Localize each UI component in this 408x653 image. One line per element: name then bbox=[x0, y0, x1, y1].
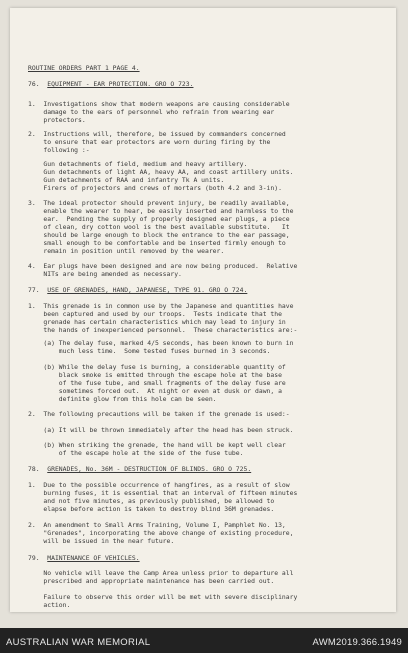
section-heading: 77. USE OF GRENADES, HAND, JAPANESE, TYPE 91. GRO O 724. bbox=[28, 286, 248, 294]
paragraph-line: elapse before action is taken to destroy blind 36M grenades. bbox=[28, 505, 275, 513]
document-header: ROUTINE ORDERS PART 1 PAGE 4. bbox=[28, 64, 140, 72]
paragraph-line: enable the wearer to hear, be easily inserted and harmless to the bbox=[28, 207, 294, 215]
paragraph-line: 4. Ear plugs have been designed and are now being produced. Relative bbox=[28, 262, 298, 270]
paragraph-line: 1. Investigations show that modern weapons are causing considerable bbox=[28, 100, 290, 108]
paragraph-line: action. bbox=[28, 601, 71, 609]
paragraph-line: of the escape hole at the side of the fuse tube. bbox=[28, 449, 244, 457]
paragraph-line: small enough to be comfortable and be inserted firmly enough to bbox=[28, 239, 286, 247]
paragraph-line: damage to the ears of personnel who refrain from wearing ear bbox=[28, 108, 275, 116]
paragraph-line: will be issued in the near future. bbox=[28, 537, 175, 545]
paragraph-line: of the fuse tube, and small fragments of the delay fuse are bbox=[28, 379, 286, 387]
paragraph-line: protectors. bbox=[28, 116, 86, 124]
paragraph-line: prescribed and appropriate maintenance has been carried out. bbox=[28, 577, 275, 585]
paragraph-line: Firers of projectors and crews of mortars (both 4.2 and 3-in). bbox=[28, 184, 282, 192]
paragraph-line: (a) The delay fuse, marked 4/5 seconds, has been known to burn in bbox=[28, 339, 294, 347]
document-body bbox=[28, 8, 398, 609]
paragraph-line: Failure to observe this order will be met with severe disciplinary bbox=[28, 593, 298, 601]
section-heading: 78. GRENADES, No. 36M - DESTRUCTION OF BLINDS. GRO O 725. bbox=[28, 465, 252, 473]
paragraph-line: following :- bbox=[28, 146, 90, 154]
document-page bbox=[10, 8, 396, 612]
paragraph-line: Gun detachments of RAA and infantry Tk A units. bbox=[28, 176, 225, 184]
paragraph-line: and not five minutes, as previously published, be allowed to bbox=[28, 497, 275, 505]
paragraph-line: of clean, dry cotton wool is the best available substitute. It bbox=[28, 223, 290, 231]
section-heading: 76. EQUIPMENT - EAR PROTECTION. GRO O 723. bbox=[28, 80, 194, 88]
paragraph-line: burning fuses, it is essential that an interval of fifteen minutes bbox=[28, 489, 298, 497]
paragraph-line: (b) While the delay fuse is burning, a considerable quantity of bbox=[28, 363, 286, 371]
paragraph-line: (b) When striking the grenade, the hand will be kept well clear bbox=[28, 441, 286, 449]
paragraph-line: 1. This grenade is in common use by the Japanese and quantities have bbox=[28, 302, 294, 310]
paragraph-line: should be large enough to block the entrance to the ear passage, bbox=[28, 231, 290, 239]
paragraph-line: 1. Due to the possible occurrence of hangfires, as a result of slow bbox=[28, 481, 290, 489]
paragraph-line: "Grenades", incorporating the above change of existing procedure, bbox=[28, 529, 294, 537]
paragraph-line: 2. Instructions will, therefore, be issued by commanders concerned bbox=[28, 130, 286, 138]
footer-bar bbox=[0, 628, 408, 653]
section-heading: 79. MAINTENANCE OF VEHICLES. bbox=[28, 554, 140, 562]
footer-accession-number: AWM2019.366.1949 bbox=[312, 637, 402, 648]
paragraph-line: NITs are being amended as necessary. bbox=[28, 270, 182, 278]
paragraph-line: black smoke is emitted through the escape hole at the base bbox=[28, 371, 282, 379]
paragraph-line: to ensure that ear protectors are worn during firing by the bbox=[28, 138, 271, 146]
paragraph-line: grenade has certain characteristics which may lead to injury in bbox=[28, 318, 286, 326]
paragraph-line: 2. An amendment to Small Arms Training, Volume I, Pamphlet No. 13, bbox=[28, 521, 286, 529]
paragraph-line: No vehicle will leave the Camp Area unless prior to departure all bbox=[28, 569, 294, 577]
footer-institution: AUSTRALIAN WAR MEMORIAL bbox=[6, 637, 151, 648]
paragraph-line: ear. Pending the supply of properly designed ear plugs, a piece bbox=[28, 215, 290, 223]
paragraph-line: (a) It will be thrown immediately after the head has been struck. bbox=[28, 426, 294, 434]
paragraph-line: 2. The following precautions will be taken if the grenade is used:- bbox=[28, 410, 290, 418]
paragraph-line: sometimes forced out. At night or even at dusk or dawn, a bbox=[28, 387, 282, 395]
paragraph-line: much less time. Some tested fuses burned in 3 seconds. bbox=[28, 347, 271, 355]
paragraph-line: Gun detachments of light AA, heavy AA, and coast artillery units. bbox=[28, 168, 294, 176]
paragraph-line: the hands of inexperienced personnel. These characteristics are:- bbox=[28, 326, 298, 334]
paragraph-line: remain in position until removed by the wearer. bbox=[28, 247, 225, 255]
paragraph-line: been captured and used by our troops. Tests indicate that the bbox=[28, 310, 282, 318]
paragraph-line: definite glow from this hole can be seen. bbox=[28, 395, 217, 403]
paragraph-line: Gun detachments of field, medium and heavy artillery. bbox=[28, 160, 248, 168]
paragraph-line: 3. The ideal protector should prevent injury, be readily available, bbox=[28, 199, 290, 207]
